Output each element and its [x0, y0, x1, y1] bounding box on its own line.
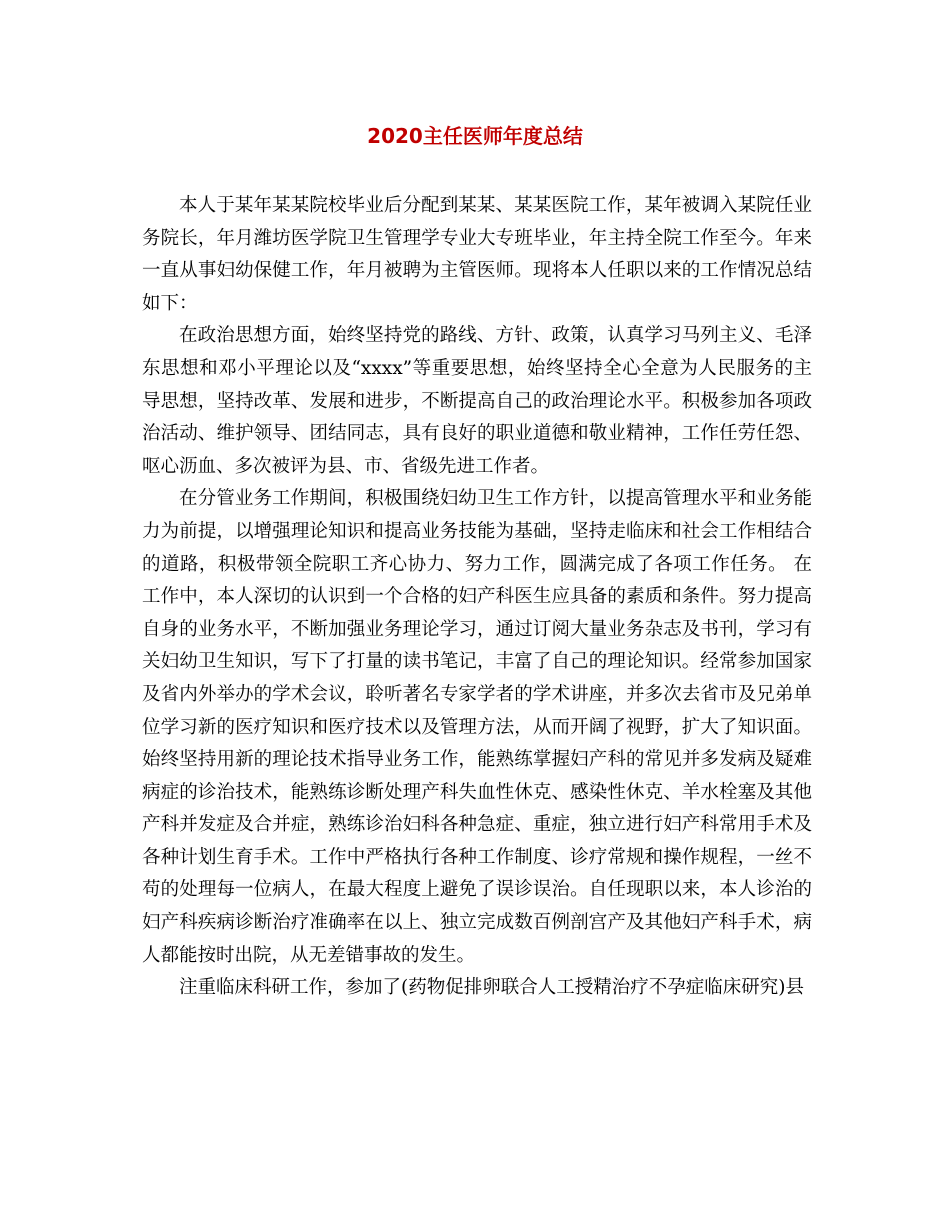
paragraph-work: 在分管业务工作期间，积极围绕妇幼卫生工作方针，以提高管理水平和业务能力为前提，以增强理论知识和提高业务技能为基础，坚持走临床和社会工作相结合的道路，积极带领全院职工齐心协力、努力工作，圆满完成了各项工作任务。 在工作中，本人深切的认识到一个合格的妇产科医生应具备的素质和条件。努力提高自身的业务水平，不断加强业务理论学习，通过订阅大量业务杂志及书刊，学习有关妇幼卫生知识，写下了打量的读书笔记，丰富了自己的理论知识。经常参加国家及省内外举办的学术会议，聆听著名专家学者的学术讲座，并多次去省市及兄弟单位学习新的医疗知识和医疗技术以及管理方法，从而开阔了视野，扩大了知识面。始终坚持用新的理论技术指导业务工作，能熟练掌握妇产科的常见并多发病及疑难病症的诊治技术，能熟练诊断处理产科失血性休克、感染性休克、羊水栓塞及其他产科并发症及合并症，熟练诊治妇科各种急症、重症，独立进行妇产科常用手术及各种计划生育手术。工作中严格执行各种工作制度、诊疗常规和操作规程，一丝不苟的处理每一位病人，在最大程度上避免了误诊误治。自任现职以来，本人诊治的妇产科疾病诊断治疗准确率在以上、独立完成数百例剖宫产及其他妇产科手术，病人都能按时出院，从无差错事故的发生。: [142, 488, 812, 966]
paragraph-research: 注重临床科研工作，参加了(药物促排卵联合人工授精治疗不孕症临床研究)县: [179, 977, 804, 999]
paragraph-intro: 本人于某年某某院校毕业后分配到某某、某某医院工作，某年被调入某院任业务院长，年月潍坊医学院卫生管理学专业大专班毕业，年主持全院工作至今。年来一直从事妇幼保健工作，年月被聘为主管医师。现将本人任职以来的工作情况总结如下：: [142, 195, 812, 314]
paragraph-political: 在政治思想方面，始终坚持党的路线、方针、政策，认真学习马列主义、毛泽东思想和邓小平理论以及“xxxx”等重要思想，始终坚持全心全意为人民服务的主导思想，坚持改革、发展和进步，不断提高自己的政治理论水平。积极参加各项政治活动、维护领导、团结同志，具有良好的职业道德和敬业精神，工作任劳任怨、呕心沥血、多次被评为县、市、省级先进工作者。: [142, 325, 812, 477]
document-body: [142, 190, 812, 1005]
document-title: 2020主任医师年度总结: [367, 124, 583, 148]
